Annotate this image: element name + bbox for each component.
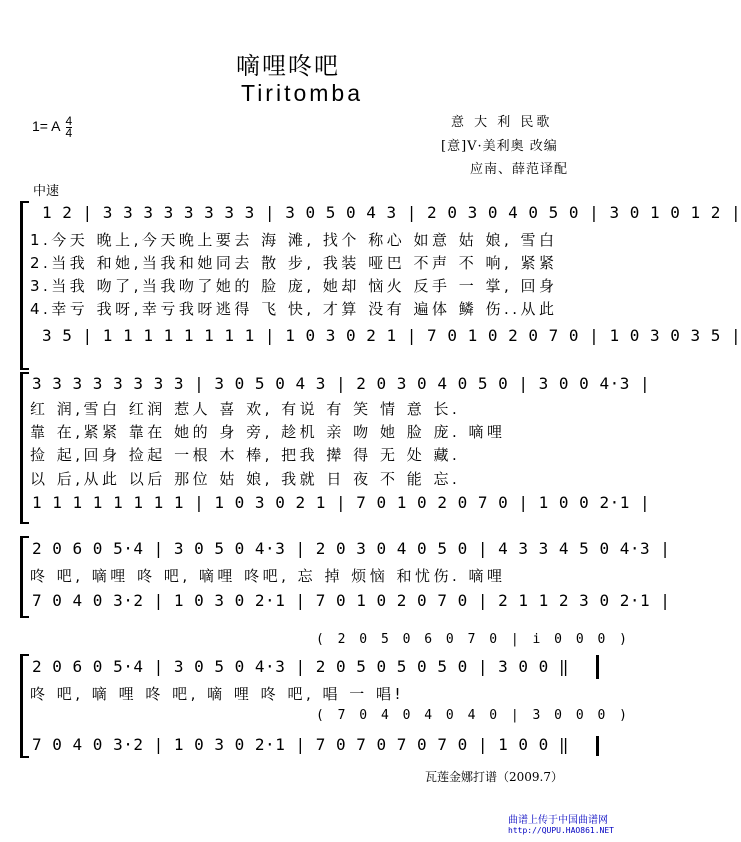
key-label: 1= A [32,118,60,135]
system-2-lyric-verse-1: 红 润,雪白 红润 惹人 喜 欢, 有说 有 笑 情 意 长. [30,400,461,418]
system-bracket [20,372,29,524]
site-watermark-url: http://QUPU.HAO861.NET [508,826,614,835]
system-1-lyric-verse-2: 2.当我 和她,当我和她同去 散 步, 我装 哑巴 不声 不 响, 紧紧 [30,254,558,272]
song-title-english: Tiritomba [241,80,363,106]
key-signature [32,116,72,139]
credit-arranger: [意]V·美利奥 改编 [441,139,558,154]
system-2-lyric-verse-2: 靠 在,紧紧 靠在 她的 身 旁, 趁机 亲 吻 她 脸 庞. 嘀哩 [30,423,506,441]
final-barline [596,655,599,679]
time-signature-top: 4 [65,114,73,128]
system-2-lyric-verse-3: 捡 起,回身 捡起 一根 木 棒, 把我 撵 得 无 处 藏. [30,446,461,464]
system-1-lyric-verse-4: 4.幸亏 我呀,幸亏我呀逃得 飞 快, 才算 没有 遍体 鳞 伤..从此 [30,300,558,318]
tempo-marking: 中速 [33,184,60,199]
site-watermark: 曲谱上传于中国曲谱网 [508,815,608,826]
credit-origin: 意 大 利 民歌 [451,115,553,130]
system-3-melody: 2 0 6 0 5·4 | 3 0 5 0 4·3 | 2 0 3 0 4 0 5 0 | 4 3 3 4 5 0 4·3 | [32,539,671,558]
system-4-interlude-top: ( 2 0 5 0 6 0 7 0 | i 0 0 0 ) [316,632,630,647]
system-bracket [20,536,29,618]
system-3-lyric: 咚 吧, 嘀哩 咚 吧, 嘀哩 咚吧, 忘 掉 烦恼 和忧伤. 嘀哩 [30,567,506,585]
system-1-lyric-verse-3: 3.当我 吻了,当我吻了她的 脸 庞, 她却 恼火 反手 一 掌, 回身 [30,277,558,295]
transcriber-credit: 瓦莲金娜打谱（2009.7） [425,770,563,784]
system-1-harmony: 3 5 | 1 1 1 1 1 1 1 1 | 1 0 3 0 2 1 | 7 0 1 0 2 0 7 0 | 1 0 3 0 3 5 | [42,326,741,345]
system-1-lyric-verse-1: 1.今天 晚上,今天晚上要去 海 滩, 找个 称心 如意 姑 娘, 雪白 [30,231,558,249]
system-4-interlude-bottom: ( 7 0 4 0 4 0 4 0 | 3 0 0 0 ) [316,708,630,723]
system-4-lyric: 咚 吧, 嘀 哩 咚 吧, 嘀 哩 咚 吧, 唱 一 唱! [30,685,405,703]
system-2-lyric-verse-4: 以 后,从此 以后 那位 姑 娘, 我就 日 夜 不 能 忘. [30,470,461,488]
time-signature-bottom: 4 [65,126,73,140]
time-signature [66,116,73,139]
credit-translators: 应南、薛范译配 [470,162,569,177]
system-2-harmony: 1 1 1 1 1 1 1 1 | 1 0 3 0 2 1 | 7 0 1 0 2 0 7 0 | 1 0 0 2·1 | [32,493,651,512]
final-barline [596,736,599,756]
system-bracket [20,654,29,758]
system-1-melody: 1 2 | 3 3 3 3 3 3 3 3 | 3 0 5 0 4 3 | 2 0 3 0 4 0 5 0 | 3 0 1 0 1 2 | [42,203,741,222]
song-title-chinese: 嘀哩咚吧 [236,52,340,80]
system-3-harmony: 7 0 4 0 3·2 | 1 0 3 0 2·1 | 7 0 1 0 2 0 7 0 | 2 1 1 2 3 0 2·1 | [32,591,671,610]
system-bracket [20,201,29,370]
system-4-harmony: 7 0 4 0 3·2 | 1 0 3 0 2·1 | 7 0 7 0 7 0 7 0 | 1 0 0 ‖ [32,735,570,754]
system-4-melody: 2 0 6 0 5·4 | 3 0 5 0 4·3 | 2 0 5 0 5 0 5 0 | 3 0 0 ‖ [32,657,570,676]
system-2-melody: 3 3 3 3 3 3 3 3 | 3 0 5 0 4 3 | 2 0 3 0 4 0 5 0 | 3 0 0 4·3 | [32,374,651,393]
